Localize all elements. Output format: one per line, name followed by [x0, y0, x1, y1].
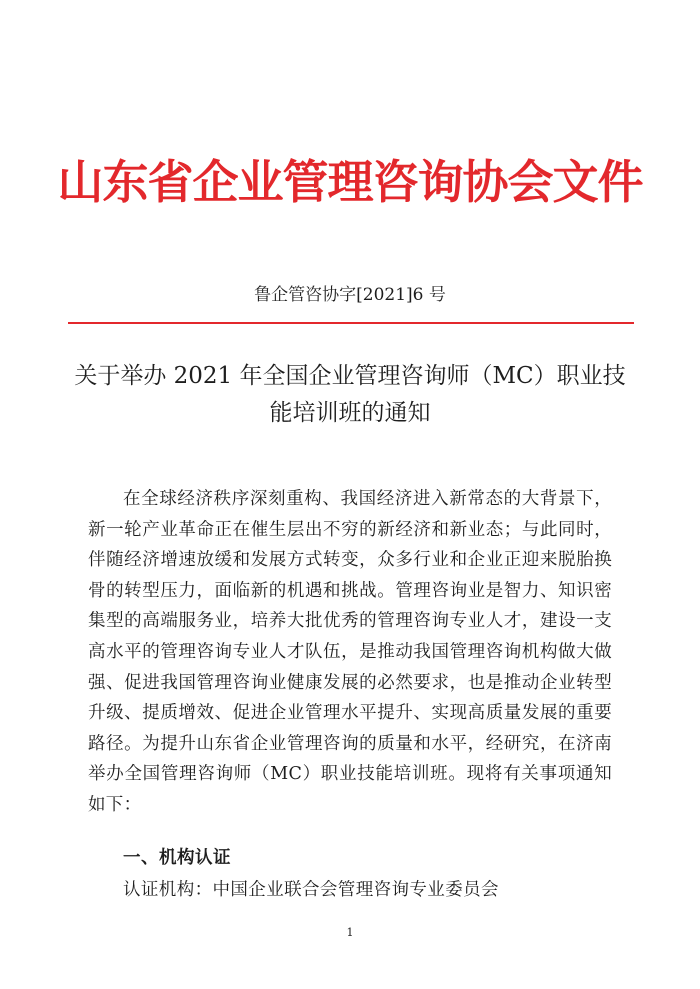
page-number: 1 — [346, 926, 354, 939]
notice-title: 关于举办 2021 年全国企业管理咨询师（MC）职业技能培训班的通知 — [74, 363, 626, 426]
masthead-title: 山东省企业管理咨询协会文件 — [57, 155, 643, 209]
document-number: 鲁企管咨协字[2021]6 号 — [254, 285, 446, 305]
section-heading: 一、机构认证 — [123, 848, 231, 868]
body-paragraph: 在全球经济秩序深刻重构、我国经济进入新常态的大背景下，新一轮产业革命正在催生层出不穷的新经济和新业态；与此同时，伴随经济增速放缓和发展方式转变，众多行业和企业正迎来脱胎换骨的转型压力，面临新的机遇和挑战。管理咨询业是智力、知识密集型的高端服务业，培养大批优秀的管理咨询专业人才，建设一支高水平的管理咨询专业人才队伍，是推动我国管理咨询机构做大做强、促进我国管理咨询业健康发展的必然要求，也是推动企业转型升级、提质增效、促进企业管理水平提升、实现高质量发展的重要路径。为提升山东省企业管理咨询的质量和水平，经研究，在济南举办全国管理咨询师（MC）职业技能培训班。现将有关事项通知如下： — [88, 489, 612, 815]
red-divider — [68, 322, 634, 324]
certification-line: 认证机构：中国企业联合会管理咨询专业委员会 — [123, 880, 499, 900]
